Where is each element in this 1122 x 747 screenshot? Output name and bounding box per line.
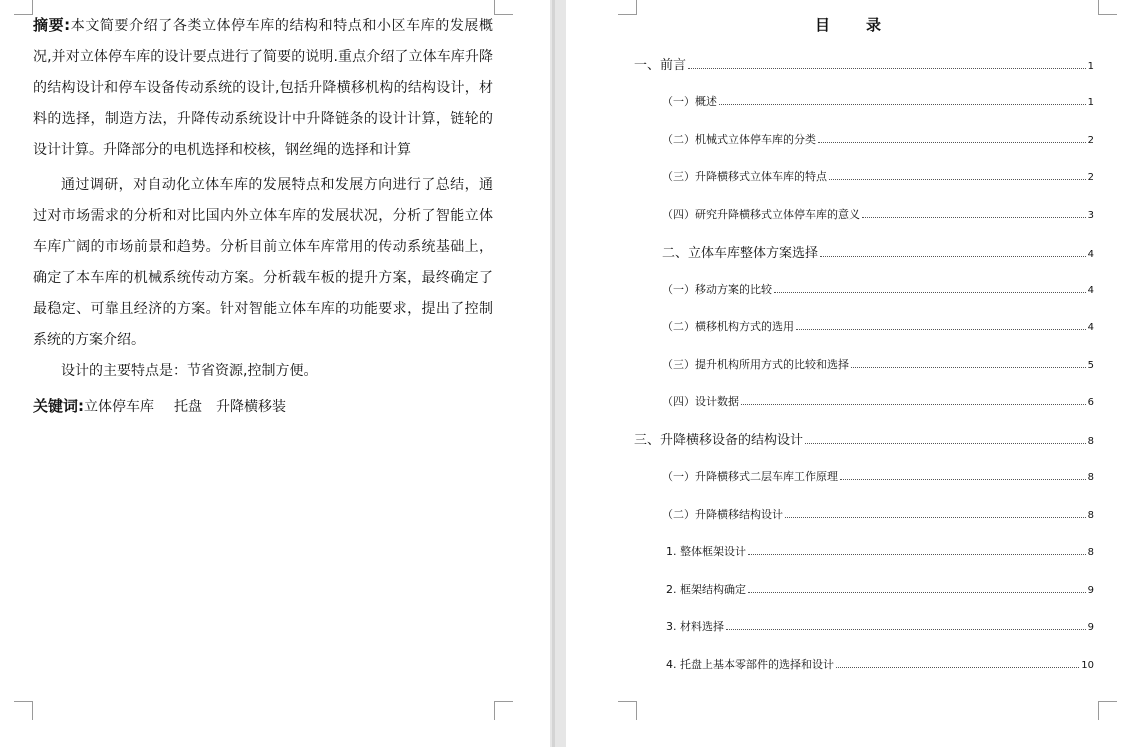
- toc-page: [566, 0, 1122, 747]
- keyword: 托盘: [174, 399, 202, 415]
- toc-entry-text: 二、立体车库整体方案选择: [662, 246, 819, 261]
- toc-leader: [774, 291, 1086, 293]
- toc-entry-text: 三、升降横移设备的结构设计: [634, 433, 804, 448]
- toc-entry[interactable]: [666, 656, 1094, 672]
- toc-entry[interactable]: [662, 506, 1094, 522]
- crop-mark-top-right: [1098, 0, 1117, 15]
- toc-entry[interactable]: [666, 581, 1094, 597]
- toc-entry-text: （三）升降横移式立体车库的特点: [662, 170, 827, 183]
- toc-entry[interactable]: [662, 206, 1094, 222]
- toc-entry-text: （一）概述: [662, 95, 717, 108]
- abstract-text: 本文简要介绍了各类立体停车库的结构和特点和小区车库的发展概况,并对立体停车库的设计要点进行了简要的说明.重点介绍了立体车库升降的结构设计和停车设备传动系统的设计,包括升降横移机构的结构设计，材料的选择，制造方法，升降传动系统设计中升降链条的设计计算，链轮的设计计算。升降部分的电机选择和校核，钢丝绳的选择和计算: [33, 18, 494, 158]
- toc-entry-text: （四）研究升降横移式立体停车库的意义: [662, 208, 860, 221]
- crop-mark-bottom-left: [14, 701, 33, 720]
- toc-entry-text: 3. 材料选择: [666, 620, 724, 633]
- toc-leader: [820, 255, 1086, 257]
- abstract-page: [0, 0, 550, 747]
- toc-page-number: 5: [1087, 360, 1094, 371]
- toc-page-number: 2: [1087, 172, 1094, 183]
- keywords-line: [33, 391, 493, 423]
- toc-leader: [796, 328, 1086, 330]
- toc-page-number: 4: [1087, 249, 1094, 260]
- toc-entry[interactable]: [662, 468, 1094, 484]
- toc-entry[interactable]: [662, 281, 1094, 297]
- crop-mark-top-right: [494, 0, 513, 15]
- toc-leader: [805, 442, 1086, 444]
- toc-page-number: 9: [1087, 622, 1094, 633]
- features-paragraph: 设计的主要特点是：节省资源,控制方便。: [61, 363, 318, 379]
- toc-entry-text: 一、前言: [634, 58, 687, 73]
- toc-leader: [818, 141, 1086, 143]
- toc-page-number: 9: [1087, 585, 1094, 596]
- toc-leader: [836, 666, 1079, 668]
- toc-entry-text: 4. 托盘上基本零部件的选择和设计: [666, 658, 834, 671]
- toc-title: 目录: [814, 16, 917, 34]
- toc-page-number: 1: [1087, 61, 1094, 72]
- toc-leader: [862, 216, 1086, 218]
- toc-page-number: 3: [1087, 210, 1094, 221]
- toc-entry[interactable]: [634, 429, 1094, 448]
- toc-entry-text: （二）机械式立体停车库的分类: [662, 133, 816, 146]
- toc-entry[interactable]: [662, 242, 1094, 261]
- toc-leader: [726, 628, 1086, 630]
- toc-entry[interactable]: [662, 356, 1094, 372]
- toc-page-number: 8: [1087, 472, 1094, 483]
- toc-entry[interactable]: [666, 618, 1094, 634]
- toc-leader: [829, 178, 1086, 180]
- keyword: 升降横移装: [216, 399, 286, 415]
- toc-entry-text: （二）升降横移结构设计: [662, 508, 783, 521]
- keyword: 立体停车库: [84, 399, 154, 415]
- toc-leader: [851, 366, 1086, 368]
- toc-entry[interactable]: [662, 93, 1094, 109]
- toc-page-number: 10: [1081, 660, 1094, 671]
- toc-entry[interactable]: [662, 131, 1094, 147]
- toc-entry-text: （三）提升机构所用方式的比较和选择: [662, 358, 849, 371]
- toc-page-number: 4: [1087, 322, 1094, 333]
- toc-leader: [741, 403, 1086, 405]
- toc-entry-text: 2. 框架结构确定: [666, 583, 746, 596]
- toc-leader: [719, 103, 1086, 105]
- toc-entry[interactable]: [634, 54, 1094, 73]
- crop-mark-top-left: [14, 0, 33, 15]
- toc-leader: [785, 516, 1086, 518]
- toc-leader: [748, 591, 1086, 593]
- toc-leader: [840, 478, 1086, 480]
- toc-entry-text: 1. 整体框架设计: [666, 545, 746, 558]
- crop-mark-bottom-right: [494, 701, 513, 720]
- abstract-paragraph: [33, 10, 493, 166]
- keywords-label: 关键词:: [33, 397, 84, 415]
- research-paragraph: 通过调研，对自动化立体车库的发展特点和发展方向进行了总结，通过对市场需求的分析和对比国内外立体车库的发展状况，分析了智能立体车库广阔的市场前景和趋势。分析目前立体车库常用的传动系统基础上，确定了本车库的机械系统传动方案。分析载车板的提升方案，最终确定了最稳定、可靠且经济的方案。针对智能立体车库的功能要求，提出了控制系统的方案介绍。: [33, 177, 493, 348]
- toc-entry-text: （四）设计数据: [662, 395, 739, 408]
- toc-entry-text: （一）移动方案的比较: [662, 283, 772, 296]
- toc-entry[interactable]: [662, 393, 1094, 409]
- toc-page-number: 4: [1087, 285, 1094, 296]
- toc-leader: [748, 553, 1086, 555]
- toc-entry[interactable]: [662, 168, 1094, 184]
- toc-entry[interactable]: [666, 543, 1094, 559]
- toc-page-number: 1: [1087, 97, 1094, 108]
- toc-page-number: 6: [1087, 397, 1094, 408]
- abstract-label: 摘要:: [33, 16, 71, 34]
- page-gap: [550, 0, 566, 747]
- crop-mark-bottom-right: [1098, 701, 1117, 720]
- crop-mark-top-left: [618, 0, 637, 15]
- toc-page-number: 8: [1087, 510, 1094, 521]
- toc-page-number: 2: [1087, 135, 1094, 146]
- toc-entry[interactable]: [662, 318, 1094, 334]
- toc-page-number: 8: [1087, 436, 1094, 447]
- toc-leader: [688, 67, 1086, 69]
- toc-page-number: 8: [1087, 547, 1094, 558]
- toc-entry-text: （一）升降横移式二层车库工作原理: [662, 470, 838, 483]
- crop-mark-bottom-left: [618, 701, 637, 720]
- toc-entry-text: （二）横移机构方式的选用: [662, 320, 794, 333]
- abstract-block: [33, 10, 493, 423]
